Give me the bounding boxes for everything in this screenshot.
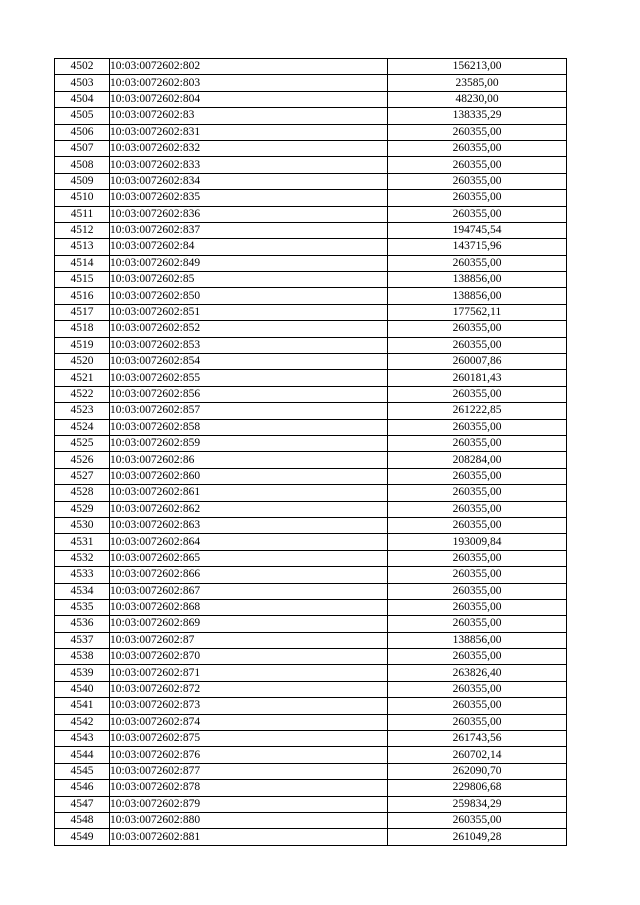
- cadastral-value-cell: 260355,00: [388, 550, 567, 566]
- table-row: [55, 157, 567, 173]
- row-number-cell: 4505: [55, 108, 110, 124]
- cadastral-number-cell: 10:03:0072602:835: [110, 190, 388, 206]
- cadastral-number-cell: 10:03:0072602:873: [110, 698, 388, 714]
- table-row: [55, 452, 567, 468]
- cadastral-number-cell: 10:03:0072602:858: [110, 419, 388, 435]
- row-number-cell: 4513: [55, 239, 110, 255]
- cadastral-number-cell: 10:03:0072602:874: [110, 714, 388, 730]
- cadastral-number-cell: 10:03:0072602:872: [110, 681, 388, 697]
- cadastral-value-cell: 260702,14: [388, 747, 567, 763]
- cadastral-value-cell: 260355,00: [388, 173, 567, 189]
- table-row: [55, 337, 567, 353]
- cadastral-value-cell: 260355,00: [388, 681, 567, 697]
- table-row: [55, 370, 567, 386]
- cadastral-value-cell: 260355,00: [388, 616, 567, 632]
- row-number-cell: 4540: [55, 681, 110, 697]
- row-number-cell: 4517: [55, 304, 110, 320]
- cadastral-number-cell: 10:03:0072602:855: [110, 370, 388, 386]
- row-number-cell: 4502: [55, 59, 110, 75]
- row-number-cell: 4539: [55, 665, 110, 681]
- cadastral-value-cell: 260355,00: [388, 567, 567, 583]
- table-row: [55, 599, 567, 615]
- table-row: [55, 747, 567, 763]
- row-number-cell: 4524: [55, 419, 110, 435]
- cadastral-number-cell: 10:03:0072602:864: [110, 534, 388, 550]
- cadastral-value-cell: 260355,00: [388, 698, 567, 714]
- cadastral-number-cell: 10:03:0072602:804: [110, 91, 388, 107]
- cadastral-number-cell: 10:03:0072602:862: [110, 501, 388, 517]
- row-number-cell: 4532: [55, 550, 110, 566]
- cadastral-number-cell: 10:03:0072602:852: [110, 321, 388, 337]
- table-row: [55, 731, 567, 747]
- table-row: [55, 206, 567, 222]
- cadastral-number-cell: 10:03:0072602:83: [110, 108, 388, 124]
- row-number-cell: 4511: [55, 206, 110, 222]
- row-number-cell: 4533: [55, 567, 110, 583]
- row-number-cell: 4508: [55, 157, 110, 173]
- cadastral-value-cell: 194745,54: [388, 222, 567, 238]
- cadastral-value-cell: 260355,00: [388, 435, 567, 451]
- cadastral-value-cell: 262090,70: [388, 763, 567, 779]
- table-row: [55, 272, 567, 288]
- cadastral-number-cell: 10:03:0072602:854: [110, 354, 388, 370]
- table-row: [55, 501, 567, 517]
- row-number-cell: 4546: [55, 780, 110, 796]
- cadastral-number-cell: 10:03:0072602:866: [110, 567, 388, 583]
- table-row: [55, 59, 567, 75]
- cadastral-number-cell: 10:03:0072602:860: [110, 468, 388, 484]
- cadastral-value-cell: 23585,00: [388, 75, 567, 91]
- cadastral-number-cell: 10:03:0072602:803: [110, 75, 388, 91]
- row-number-cell: 4509: [55, 173, 110, 189]
- table-row: [55, 616, 567, 632]
- row-number-cell: 4514: [55, 255, 110, 271]
- row-number-cell: 4547: [55, 796, 110, 812]
- cadastral-number-cell: 10:03:0072602:865: [110, 550, 388, 566]
- row-number-cell: 4525: [55, 435, 110, 451]
- cadastral-value-cell: 143715,96: [388, 239, 567, 255]
- table-row: [55, 91, 567, 107]
- table-row: [55, 829, 567, 845]
- cadastral-number-cell: 10:03:0072602:834: [110, 173, 388, 189]
- cadastral-value-table: [54, 58, 567, 846]
- cadastral-value-cell: 263826,40: [388, 665, 567, 681]
- row-number-cell: 4506: [55, 124, 110, 140]
- cadastral-value-cell: 138856,00: [388, 288, 567, 304]
- row-number-cell: 4530: [55, 517, 110, 533]
- table-row: [55, 124, 567, 140]
- row-number-cell: 4543: [55, 731, 110, 747]
- table-row: [55, 321, 567, 337]
- table-row: [55, 435, 567, 451]
- cadastral-number-cell: 10:03:0072602:832: [110, 140, 388, 156]
- row-number-cell: 4522: [55, 386, 110, 402]
- cadastral-value-cell: 259834,29: [388, 796, 567, 812]
- cadastral-number-cell: 10:03:0072602:86: [110, 452, 388, 468]
- row-number-cell: 4516: [55, 288, 110, 304]
- row-number-cell: 4544: [55, 747, 110, 763]
- cadastral-number-cell: 10:03:0072602:861: [110, 485, 388, 501]
- cadastral-value-cell: 260355,00: [388, 517, 567, 533]
- cadastral-number-cell: 10:03:0072602:859: [110, 435, 388, 451]
- row-number-cell: 4527: [55, 468, 110, 484]
- table-body: [55, 59, 567, 846]
- cadastral-number-cell: 10:03:0072602:853: [110, 337, 388, 353]
- cadastral-number-cell: 10:03:0072602:878: [110, 780, 388, 796]
- table-row: [55, 681, 567, 697]
- table-row: [55, 665, 567, 681]
- cadastral-value-cell: 260355,00: [388, 419, 567, 435]
- cadastral-number-cell: 10:03:0072602:870: [110, 649, 388, 665]
- cadastral-number-cell: 10:03:0072602:876: [110, 747, 388, 763]
- cadastral-value-cell: 261743,56: [388, 731, 567, 747]
- cadastral-value-cell: 260355,00: [388, 583, 567, 599]
- cadastral-number-cell: 10:03:0072602:881: [110, 829, 388, 845]
- cadastral-number-cell: 10:03:0072602:869: [110, 616, 388, 632]
- row-number-cell: 4549: [55, 829, 110, 845]
- table-row: [55, 173, 567, 189]
- cadastral-number-cell: 10:03:0072602:836: [110, 206, 388, 222]
- table-row: [55, 550, 567, 566]
- row-number-cell: 4548: [55, 812, 110, 828]
- cadastral-number-cell: 10:03:0072602:851: [110, 304, 388, 320]
- cadastral-number-cell: 10:03:0072602:856: [110, 386, 388, 402]
- row-number-cell: 4542: [55, 714, 110, 730]
- cadastral-value-cell: 260355,00: [388, 157, 567, 173]
- table-row: [55, 812, 567, 828]
- cadastral-number-cell: 10:03:0072602:87: [110, 632, 388, 648]
- table-row: [55, 698, 567, 714]
- row-number-cell: 4538: [55, 649, 110, 665]
- table-row: [55, 190, 567, 206]
- row-number-cell: 4541: [55, 698, 110, 714]
- row-number-cell: 4519: [55, 337, 110, 353]
- cadastral-value-cell: 260355,00: [388, 140, 567, 156]
- cadastral-value-cell: 260355,00: [388, 190, 567, 206]
- cadastral-value-cell: 261049,28: [388, 829, 567, 845]
- row-number-cell: 4529: [55, 501, 110, 517]
- table-row: [55, 583, 567, 599]
- cadastral-value-cell: 177562,11: [388, 304, 567, 320]
- cadastral-number-cell: 10:03:0072602:849: [110, 255, 388, 271]
- table-row: [55, 567, 567, 583]
- table-row: [55, 632, 567, 648]
- row-number-cell: 4510: [55, 190, 110, 206]
- cadastral-number-cell: 10:03:0072602:802: [110, 59, 388, 75]
- cadastral-value-cell: 261222,85: [388, 403, 567, 419]
- cadastral-value-cell: 260355,00: [388, 206, 567, 222]
- cadastral-value-cell: 138335,29: [388, 108, 567, 124]
- cadastral-value-cell: 260355,00: [388, 337, 567, 353]
- cadastral-value-cell: 260355,00: [388, 255, 567, 271]
- row-number-cell: 4512: [55, 222, 110, 238]
- table-row: [55, 222, 567, 238]
- cadastral-value-cell: 260355,00: [388, 714, 567, 730]
- cadastral-number-cell: 10:03:0072602:871: [110, 665, 388, 681]
- cadastral-number-cell: 10:03:0072602:879: [110, 796, 388, 812]
- row-number-cell: 4504: [55, 91, 110, 107]
- cadastral-value-cell: 260355,00: [388, 812, 567, 828]
- cadastral-value-cell: 260181,43: [388, 370, 567, 386]
- table-row: [55, 780, 567, 796]
- cadastral-value-cell: 260355,00: [388, 386, 567, 402]
- cadastral-value-cell: 260355,00: [388, 321, 567, 337]
- table-row: [55, 468, 567, 484]
- cadastral-value-cell: 260355,00: [388, 485, 567, 501]
- cadastral-value-cell: 229806,68: [388, 780, 567, 796]
- cadastral-value-cell: 260355,00: [388, 649, 567, 665]
- cadastral-value-cell: 260007,86: [388, 354, 567, 370]
- table-row: [55, 75, 567, 91]
- row-number-cell: 4518: [55, 321, 110, 337]
- cadastral-number-cell: 10:03:0072602:868: [110, 599, 388, 615]
- cadastral-number-cell: 10:03:0072602:837: [110, 222, 388, 238]
- table-row: [55, 403, 567, 419]
- row-number-cell: 4521: [55, 370, 110, 386]
- cadastral-number-cell: 10:03:0072602:85: [110, 272, 388, 288]
- cadastral-value-cell: 138856,00: [388, 632, 567, 648]
- table-row: [55, 239, 567, 255]
- row-number-cell: 4534: [55, 583, 110, 599]
- table-row: [55, 714, 567, 730]
- cadastral-value-cell: 138856,00: [388, 272, 567, 288]
- table-row: [55, 288, 567, 304]
- cadastral-number-cell: 10:03:0072602:877: [110, 763, 388, 779]
- cadastral-value-cell: 208284,00: [388, 452, 567, 468]
- table-row: [55, 386, 567, 402]
- cadastral-number-cell: 10:03:0072602:831: [110, 124, 388, 140]
- row-number-cell: 4515: [55, 272, 110, 288]
- cadastral-value-cell: 260355,00: [388, 468, 567, 484]
- cadastral-number-cell: 10:03:0072602:875: [110, 731, 388, 747]
- cadastral-value-cell: 48230,00: [388, 91, 567, 107]
- table-row: [55, 485, 567, 501]
- table-row: [55, 534, 567, 550]
- cadastral-value-cell: 260355,00: [388, 501, 567, 517]
- table-row: [55, 108, 567, 124]
- row-number-cell: 4507: [55, 140, 110, 156]
- cadastral-number-cell: 10:03:0072602:84: [110, 239, 388, 255]
- table-row: [55, 304, 567, 320]
- table-row: [55, 255, 567, 271]
- table-row: [55, 354, 567, 370]
- cadastral-value-cell: 193009,84: [388, 534, 567, 550]
- cadastral-value-cell: 260355,00: [388, 599, 567, 615]
- cadastral-number-cell: 10:03:0072602:867: [110, 583, 388, 599]
- cadastral-number-cell: 10:03:0072602:857: [110, 403, 388, 419]
- table-row: [55, 763, 567, 779]
- cadastral-value-cell: 260355,00: [388, 124, 567, 140]
- cadastral-number-cell: 10:03:0072602:833: [110, 157, 388, 173]
- table-row: [55, 517, 567, 533]
- row-number-cell: 4526: [55, 452, 110, 468]
- cadastral-value-cell: 156213,00: [388, 59, 567, 75]
- table-row: [55, 796, 567, 812]
- table-row: [55, 419, 567, 435]
- row-number-cell: 4545: [55, 763, 110, 779]
- row-number-cell: 4523: [55, 403, 110, 419]
- cadastral-number-cell: 10:03:0072602:850: [110, 288, 388, 304]
- table-row: [55, 649, 567, 665]
- row-number-cell: 4535: [55, 599, 110, 615]
- cadastral-number-cell: 10:03:0072602:863: [110, 517, 388, 533]
- row-number-cell: 4537: [55, 632, 110, 648]
- row-number-cell: 4531: [55, 534, 110, 550]
- row-number-cell: 4528: [55, 485, 110, 501]
- row-number-cell: 4520: [55, 354, 110, 370]
- table-row: [55, 140, 567, 156]
- row-number-cell: 4536: [55, 616, 110, 632]
- row-number-cell: 4503: [55, 75, 110, 91]
- cadastral-number-cell: 10:03:0072602:880: [110, 812, 388, 828]
